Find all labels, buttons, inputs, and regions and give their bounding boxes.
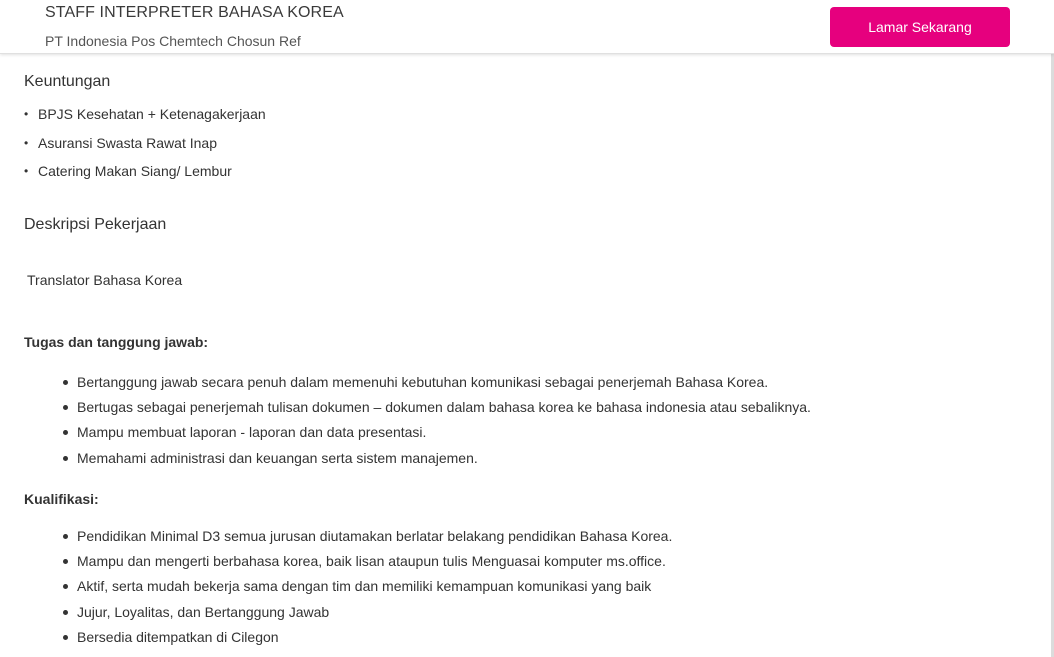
qualification-label: Jujur, Loyalitas, dan Bertanggung Jawab (77, 603, 330, 620)
list-item (60, 577, 672, 602)
benefit-label: BPJS Kesehatan + Ketenagakerjaan (38, 106, 266, 122)
bullet-icon: • (24, 107, 29, 121)
duty-label: Memahami administrasi dan keuangan serta sistem manajemen. (77, 449, 478, 466)
duties-heading: Tugas dan tanggung jawab: (24, 334, 209, 350)
description-heading: Deskripsi Pekerjaan (24, 216, 167, 233)
list-item (60, 527, 672, 552)
bullet-icon (63, 635, 68, 640)
list-item (24, 162, 266, 191)
bullet-icon (63, 534, 68, 539)
list-item (60, 628, 672, 653)
qualification-label: Bersedia ditempatkan di Cilegon (77, 628, 279, 645)
list-item (60, 603, 672, 628)
qualifications-list (60, 527, 672, 653)
apply-now-button[interactable]: Lamar Sekarang (830, 7, 1010, 47)
bullet-icon: • (24, 164, 29, 178)
qualification-label: Aktif, serta mudah bekerja sama dengan tim dan memiliki kemampuan komunikasi yang baik (77, 578, 652, 595)
bullet-icon (63, 559, 68, 564)
benefits-list (24, 105, 266, 191)
list-item (60, 423, 811, 448)
duty-label: Bertugas sebagai penerjemah tulisan dokumen – dokumen dalam bahasa korea ke bahasa indonesia atau sebaliknya. (77, 399, 811, 416)
bullet-icon (63, 584, 68, 589)
list-item (60, 398, 811, 423)
list-item (60, 552, 672, 577)
benefit-label: Catering Makan Siang/ Lembur (38, 163, 232, 179)
list-item (60, 373, 811, 398)
list-item (60, 449, 811, 474)
company-name: PT Indonesia Pos Chemtech Chosun Ref (45, 33, 301, 49)
qualifications-heading: Kualifikasi: (24, 491, 99, 507)
bullet-icon (63, 430, 68, 435)
duty-label: Mampu membuat laporan - laporan dan data presentasi. (77, 424, 427, 441)
duties-list (60, 373, 811, 474)
bullet-icon (63, 405, 68, 410)
benefit-label: Asuransi Swasta Rawat Inap (38, 134, 217, 151)
duty-label: Bertanggung jawab secara penuh dalam memenuhi kebutuhan komunikasi sebagai penerjemah Bahasa Korea. (77, 374, 769, 390)
bullet-icon (63, 380, 68, 385)
qualification-label: Mampu dan mengerti berbahasa korea, baik lisan ataupun tulis Menguasai komputer ms.office. (77, 553, 666, 570)
bullet-icon (63, 610, 68, 615)
qualification-label: Pendidikan Minimal D3 semua jurusan diutamakan berlatar belakang pendidikan Bahasa Korea. (77, 528, 673, 544)
list-item (24, 105, 266, 134)
bullet-icon: • (24, 135, 29, 150)
benefits-heading: Keuntungan (24, 73, 111, 90)
job-title: STAFF INTERPRETER BAHASA KOREA (45, 4, 344, 21)
job-intro-text: Translator Bahasa Korea (27, 272, 183, 288)
list-item (24, 134, 266, 163)
sticky-job-header (0, 0, 1054, 54)
bullet-icon (63, 456, 68, 461)
